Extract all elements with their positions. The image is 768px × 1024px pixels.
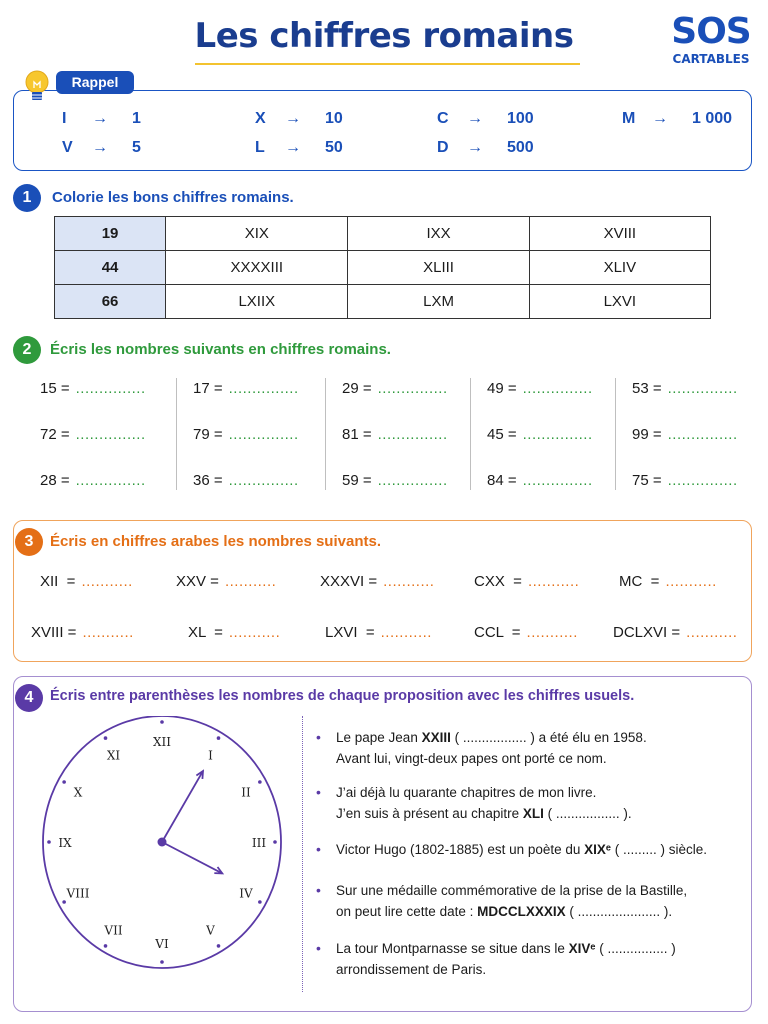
column-separator xyxy=(176,378,177,490)
number-to-convert xyxy=(342,380,448,397)
roman-number: XIXᵉ xyxy=(584,842,612,857)
minute-hand xyxy=(162,771,203,842)
proposition-text xyxy=(336,782,746,824)
rappel-roman: M xyxy=(622,110,636,127)
number-label: 53 = xyxy=(632,380,662,397)
answer-blank[interactable]: ........... xyxy=(224,573,277,590)
proposition-line-2 xyxy=(336,959,746,980)
answer-blank: ( ................ ) xyxy=(595,941,676,956)
proposition-line-1 xyxy=(336,839,746,860)
clock-numeral: XI xyxy=(106,748,121,763)
number-to-convert xyxy=(193,426,299,443)
column-separator xyxy=(470,378,471,490)
answer-blank[interactable]: ............... xyxy=(75,380,146,397)
answer-blank[interactable]: ........... xyxy=(81,573,133,590)
rappel-roman: L xyxy=(255,139,265,156)
answer-blank: ( ...................... ). xyxy=(565,904,673,919)
clock-tick xyxy=(62,780,66,784)
answer-blank: ( ................. ) a été élu en 1958. xyxy=(450,730,647,745)
roman-to-convert xyxy=(31,624,134,641)
proposition-line-1 xyxy=(336,782,746,803)
text: J’ai déjà lu quarante chapitres de mon livre. xyxy=(336,785,597,800)
answer-blank[interactable]: ............... xyxy=(667,472,738,489)
table-row xyxy=(55,251,711,285)
clock-tick xyxy=(47,840,51,844)
rappel-value: 100 xyxy=(507,110,534,127)
clock-numeral: III xyxy=(251,836,267,850)
number-to-convert xyxy=(40,472,146,489)
lightbulb-icon xyxy=(22,68,52,110)
answer-blank: ( ................. ). xyxy=(543,806,632,821)
roman-label: MC = xyxy=(619,573,660,590)
option-cell[interactable]: XLIV xyxy=(529,251,710,285)
answer-blank[interactable]: ........... xyxy=(82,624,134,641)
rappel-value: 5 xyxy=(132,139,141,156)
answer-blank: ( ......... ) siècle. xyxy=(611,842,708,857)
answer-blank[interactable]: ........... xyxy=(527,573,580,590)
rappel-value: 1 000 xyxy=(692,110,733,127)
number-label: 59 = xyxy=(342,472,372,489)
column-separator xyxy=(615,378,616,490)
text: on peut lire cette date : xyxy=(336,904,478,919)
rappel-roman: C xyxy=(437,110,449,127)
roman-number: XLI xyxy=(522,806,544,821)
roman-label: XL = xyxy=(188,624,223,641)
rappel-value: 500 xyxy=(507,139,534,156)
number-cell: 19 xyxy=(55,217,166,251)
exercise-3-title: Écris en chiffres arabes les nombres suivants. xyxy=(50,533,381,550)
number-to-convert xyxy=(632,472,738,489)
clock-tick xyxy=(160,720,164,724)
table-row xyxy=(55,217,711,251)
answer-blank[interactable]: ........... xyxy=(686,624,738,641)
bullet-icon: • xyxy=(316,784,321,800)
proposition-line-2 xyxy=(336,748,746,769)
proposition xyxy=(316,839,746,860)
rappel-value: 50 xyxy=(325,139,343,156)
option-cell[interactable]: XLIII xyxy=(348,251,529,285)
text: Victor Hugo (1802-1885) est un poète du xyxy=(336,842,585,857)
number-label: 45 = xyxy=(487,426,517,443)
clock-face xyxy=(40,716,290,972)
roman-to-convert xyxy=(619,573,717,590)
arrow-icon: → xyxy=(92,110,108,127)
number-label: 72 = xyxy=(40,426,70,443)
rappel-roman: V xyxy=(62,139,73,156)
answer-blank[interactable]: ........... xyxy=(665,573,717,590)
clock-tick xyxy=(258,780,262,784)
proposition-text xyxy=(336,727,746,769)
rappel-roman: X xyxy=(255,110,266,127)
answer-blank[interactable]: ........... xyxy=(526,624,578,641)
clock-numeral: VII xyxy=(104,923,123,938)
roman-number: MDCCLXXXIX xyxy=(477,904,566,919)
number-label: 84 = xyxy=(487,472,517,489)
roman-to-convert xyxy=(325,624,432,641)
proposition-line-2 xyxy=(336,803,746,824)
exercise-3-badge: 3 xyxy=(15,528,43,556)
option-cell[interactable]: XVIII xyxy=(529,217,710,251)
answer-blank[interactable]: ............... xyxy=(377,472,448,489)
title-underline xyxy=(195,63,580,65)
number-label: 17 = xyxy=(193,380,223,397)
number-to-convert xyxy=(40,380,146,397)
logo-cartables: CARTABLES xyxy=(672,52,750,66)
roman-to-convert xyxy=(613,624,737,641)
exercise-1-table xyxy=(54,216,711,319)
number-to-convert xyxy=(487,472,593,489)
answer-blank[interactable]: ........... xyxy=(228,624,281,641)
answer-blank[interactable]: ............... xyxy=(228,426,299,443)
text: J’en suis à présent au chapitre xyxy=(336,806,523,821)
answer-blank[interactable]: ............... xyxy=(522,472,593,489)
clock-tick xyxy=(104,944,108,948)
exercise-2-title: Écris les nombres suivants en chiffres romains. xyxy=(50,341,391,358)
clock-tick xyxy=(104,736,108,740)
clock-tick xyxy=(217,944,221,948)
exercise-1-title: Colorie les bons chiffres romains. xyxy=(52,189,294,206)
proposition-text xyxy=(336,880,746,922)
bullet-icon: • xyxy=(316,940,321,956)
table-row xyxy=(55,285,711,319)
answer-blank[interactable]: ............... xyxy=(522,380,593,397)
number-label: 99 = xyxy=(632,426,662,443)
number-to-convert xyxy=(342,472,448,489)
clock-numeral: VI xyxy=(155,937,169,951)
clock-numeral: X xyxy=(73,785,83,800)
roman-label: XII = xyxy=(40,573,76,590)
arrow-icon: → xyxy=(92,139,108,156)
bullet-icon: • xyxy=(316,841,321,857)
text: Le pape Jean xyxy=(336,730,422,745)
roman-to-convert xyxy=(474,624,578,641)
hour-hand xyxy=(162,842,222,873)
text: La tour Montparnasse se situe dans le xyxy=(336,941,569,956)
proposition-line-2 xyxy=(336,901,746,922)
column-separator xyxy=(325,378,326,490)
number-to-convert xyxy=(40,426,146,443)
roman-label: XXV = xyxy=(176,573,219,590)
logo-sos: SOS xyxy=(671,11,751,52)
clock-tick xyxy=(217,736,221,740)
proposition-line-1 xyxy=(336,880,746,901)
clock-numeral: IV xyxy=(239,886,253,901)
number-label: 36 = xyxy=(193,472,223,489)
number-to-convert xyxy=(193,380,299,397)
proposition xyxy=(316,782,746,824)
roman-number: XXIII xyxy=(421,730,451,745)
answer-blank[interactable]: ............... xyxy=(75,426,146,443)
roman-label: XVIII = xyxy=(31,624,77,641)
answer-blank[interactable]: ............... xyxy=(667,380,738,397)
exercise-2-badge: 2 xyxy=(13,336,41,364)
number-label: 79 = xyxy=(193,426,223,443)
proposition xyxy=(316,938,746,980)
clock-tick xyxy=(160,960,164,964)
roman-label: XXXVI = xyxy=(320,573,378,590)
option-cell[interactable]: LXIIX xyxy=(166,285,348,319)
answer-blank[interactable]: ........... xyxy=(383,573,435,590)
arrow-icon: → xyxy=(467,139,483,156)
number-label: 49 = xyxy=(487,380,517,397)
number-label: 75 = xyxy=(632,472,662,489)
clock-center xyxy=(158,838,167,847)
clock-tick xyxy=(258,900,262,904)
roman-to-convert xyxy=(474,573,579,590)
clock-numeral: I xyxy=(208,748,213,763)
arrow-icon: → xyxy=(652,110,668,127)
number-label: 15 = xyxy=(40,380,70,397)
dotted-separator xyxy=(302,716,303,992)
clock-numeral: IX xyxy=(58,836,72,850)
arrow-icon: → xyxy=(285,110,301,127)
clock-tick xyxy=(273,840,277,844)
proposition xyxy=(316,880,746,922)
roman-to-convert xyxy=(188,624,280,641)
roman-to-convert xyxy=(176,573,276,590)
arrow-icon: → xyxy=(467,110,483,127)
number-to-convert xyxy=(487,426,593,443)
proposition xyxy=(316,727,746,769)
text: arrondissement de Paris. xyxy=(336,962,487,977)
rappel-roman: D xyxy=(437,139,449,156)
exercise-4-title: Écris entre parenthèses les nombres de chaque proposition avec les chiffres usuels. xyxy=(50,688,635,704)
option-cell[interactable]: LXM xyxy=(348,285,529,319)
exercise-4-badge: 4 xyxy=(15,684,43,712)
rappel-value: 1 xyxy=(132,110,141,127)
number-to-convert xyxy=(342,426,448,443)
answer-blank[interactable]: ............... xyxy=(228,472,299,489)
number-label: 81 = xyxy=(342,426,372,443)
number-cell: 66 xyxy=(55,285,166,319)
rappel-value: 10 xyxy=(325,110,343,127)
rappel-label: Rappel xyxy=(56,71,134,94)
proposition-line-1 xyxy=(336,727,746,748)
option-cell[interactable]: XIX xyxy=(166,217,348,251)
proposition-line-1 xyxy=(336,938,746,959)
clock-numeral: VIII xyxy=(66,886,90,901)
roman-label: DCLXVI = xyxy=(613,624,681,641)
roman-to-convert xyxy=(40,573,133,590)
number-label: 29 = xyxy=(342,380,372,397)
roman-label: LXVI = xyxy=(325,624,375,641)
option-cell[interactable]: LXVI xyxy=(529,285,710,319)
number-to-convert xyxy=(193,472,299,489)
text: Sur une médaille commémorative de la prise de la Bastille, xyxy=(336,883,688,898)
option-cell[interactable]: XXXXIII xyxy=(166,251,348,285)
number-cell: 44 xyxy=(55,251,166,285)
roman-label: CCL = xyxy=(474,624,521,641)
option-cell[interactable]: IXX xyxy=(348,217,529,251)
bullet-icon: • xyxy=(316,729,321,745)
exercise-1-badge: 1 xyxy=(13,184,41,212)
roman-label: CXX = xyxy=(474,573,522,590)
roman-to-convert xyxy=(320,573,434,590)
rappel-roman: I xyxy=(62,110,67,127)
answer-blank[interactable]: ............... xyxy=(228,380,299,397)
number-to-convert xyxy=(632,426,738,443)
answer-blank[interactable]: ............... xyxy=(667,426,738,443)
answer-blank[interactable]: ............... xyxy=(75,472,146,489)
bullet-icon: • xyxy=(316,882,321,898)
answer-blank[interactable]: ............... xyxy=(377,380,448,397)
proposition-text xyxy=(336,938,746,980)
logo xyxy=(662,12,760,70)
proposition-text xyxy=(336,839,746,860)
number-to-convert xyxy=(487,380,593,397)
page-title: Les chiffres romains xyxy=(194,16,574,56)
roman-number: XIVᵉ xyxy=(568,941,596,956)
answer-blank[interactable]: ........... xyxy=(380,624,432,641)
clock-numeral: V xyxy=(206,923,215,938)
clock-numeral: XII xyxy=(152,735,172,749)
answer-blank[interactable]: ............... xyxy=(522,426,593,443)
clock-tick xyxy=(62,900,66,904)
rappel-box xyxy=(13,90,752,171)
number-label: 28 = xyxy=(40,472,70,489)
answer-blank[interactable]: ............... xyxy=(377,426,448,443)
arrow-icon: → xyxy=(285,139,301,156)
text: Avant lui, vingt-deux papes ont porté ce nom. xyxy=(336,751,607,766)
number-to-convert xyxy=(632,380,738,397)
clock-numeral: II xyxy=(241,785,251,800)
